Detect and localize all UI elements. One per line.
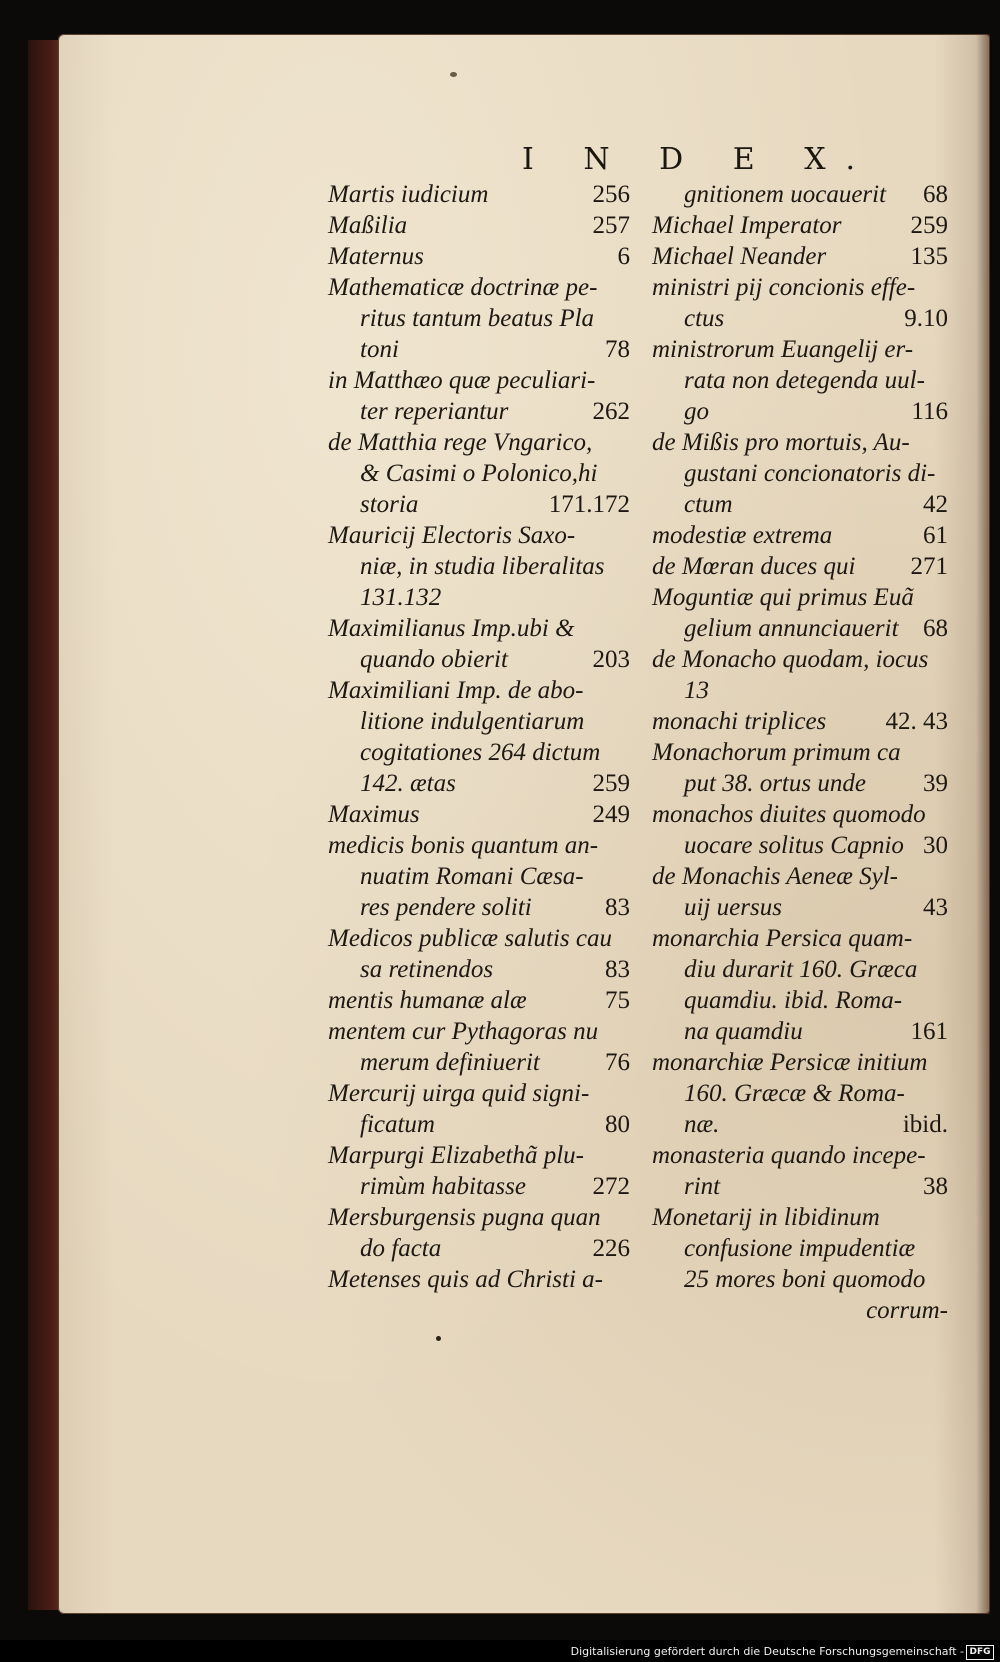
- index-page-number: 203: [592, 646, 630, 673]
- footer-credit: Digitalisierung gefördert durch die Deutsche Forschungsgemeinschaft -: [570, 1645, 964, 1658]
- index-page-number: 42: [923, 491, 948, 518]
- index-entry-line: [328, 458, 630, 489]
- index-entry-line: [652, 489, 948, 520]
- index-entry-line: [328, 241, 630, 272]
- index-entry-line: [652, 582, 948, 613]
- index-entry-line: [328, 1016, 630, 1047]
- index-entry-line: [328, 582, 630, 613]
- index-page-number: 259: [592, 770, 630, 797]
- index-entry-text: gnitionem uocauerit: [684, 181, 887, 208]
- index-page-number: 61: [923, 522, 948, 549]
- index-entry-line: [652, 706, 948, 737]
- index-entry-text: Moguntiæ qui primus Euã: [652, 584, 914, 611]
- index-entry-line: [652, 985, 948, 1016]
- index-entry-text: sa retinendos: [360, 956, 494, 983]
- index-entry-line: [328, 489, 630, 520]
- index-entry-line: [652, 334, 948, 365]
- index-entry-text: in Matthæo quæ peculiari-: [328, 367, 596, 394]
- index-entry-line: [328, 1078, 630, 1109]
- index-page-number: 6: [617, 243, 630, 270]
- index-entry-text: Maximilianus Imp.ubi &: [328, 615, 575, 642]
- index-page-number: 42. 43: [885, 708, 948, 735]
- index-entry-text: Mercurij uirga quid signi-: [328, 1080, 590, 1107]
- index-entry-line: [652, 613, 948, 644]
- index-page-number: 249: [592, 801, 630, 828]
- index-entry-text: Marpurgi Elizabethã plu-: [328, 1142, 585, 1169]
- index-entry-text: put 38. ortus unde: [684, 770, 866, 797]
- index-page-number: 43: [923, 894, 948, 921]
- index-entry-line: [328, 1233, 630, 1264]
- index-page-number: 262: [592, 398, 630, 425]
- index-entry-text: Mathematicæ doctrinæ pe-: [328, 274, 598, 301]
- index-entry-text: rimùm habitasse: [360, 1173, 526, 1200]
- index-entry-line: [652, 458, 948, 489]
- index-entry-text: litione indulgentiarum: [360, 708, 585, 735]
- index-entry-text: ministri pij concionis effe-: [652, 274, 916, 301]
- index-entry-text: modestiæ extrema: [652, 522, 833, 549]
- index-entry-text: nuatim Romani Cæsa-: [360, 863, 584, 890]
- index-entry-line: [652, 768, 948, 799]
- index-entry-line: [652, 427, 948, 458]
- index-entry-line: [652, 954, 948, 985]
- index-entry-line: [652, 1233, 948, 1264]
- index-entry-line: [328, 892, 630, 923]
- index-entry-text: Maximiliani Imp. de abo-: [328, 677, 584, 704]
- index-entry-text: rata non detegenda uul-: [684, 367, 925, 394]
- index-entry-line: [652, 272, 948, 303]
- index-entry-text: ctum: [684, 491, 733, 518]
- index-page-number: 226: [592, 1235, 630, 1262]
- index-entry-line: [328, 427, 630, 458]
- index-page-number: 256: [592, 181, 630, 208]
- index-page-number: 257: [592, 212, 630, 239]
- index-entry-line: [328, 210, 630, 241]
- index-page-number: 83: [605, 894, 630, 921]
- index-page-number: 75: [605, 987, 630, 1014]
- index-entry-text: de Matthia rege Vngarico,: [328, 429, 593, 456]
- index-entry-text: diu durarit 160. Græca: [684, 956, 918, 983]
- index-page-number: 161: [910, 1018, 948, 1045]
- index-entry-line: [328, 985, 630, 1016]
- index-entry-text: storia: [360, 491, 419, 518]
- index-page-number: 272: [592, 1173, 630, 1200]
- index-entry-line: [652, 520, 948, 551]
- index-entry-line: [652, 861, 948, 892]
- index-entry-text: & Casimi o Polonico,hi: [360, 460, 598, 487]
- index-entry-text: uij uersus: [684, 894, 782, 921]
- index-entry-line: [328, 737, 630, 768]
- index-page-number: 68: [923, 615, 948, 642]
- index-entry-text: quamdiu. ibid. Roma-: [684, 987, 903, 1014]
- index-entry-line: [328, 334, 630, 365]
- index-entry-text: Maßilia: [328, 212, 408, 239]
- page-gutter-shadow: [976, 34, 990, 1614]
- index-entry-text: merum definiuerit: [360, 1049, 540, 1076]
- index-entry-text: mentis humanæ alæ: [328, 987, 527, 1014]
- index-entry-line: [652, 1171, 948, 1202]
- index-page-number: 30: [923, 832, 948, 859]
- index-entry-text: rint: [684, 1173, 721, 1200]
- index-entry-line: [328, 613, 630, 644]
- index-entry-text: monasteria quando incepe-: [652, 1142, 926, 1169]
- index-entry-line: [328, 1171, 630, 1202]
- index-entry-line: [652, 303, 948, 334]
- index-entry-text: uocare solitus Capnio: [684, 832, 904, 859]
- index-page-number: 171.172: [548, 491, 630, 518]
- index-entry-text: Monetarij in libidinum: [652, 1204, 880, 1231]
- index-entry-line: [328, 644, 630, 675]
- index-entry-text: toni: [360, 336, 399, 363]
- index-column-left: [328, 179, 630, 1295]
- index-entry-line: [652, 675, 948, 706]
- index-entry-text: Monachorum primum ca: [652, 739, 901, 766]
- index-entry-text: do facta: [360, 1235, 442, 1262]
- index-entry-line: [652, 830, 948, 861]
- index-entry-line: [328, 1140, 630, 1171]
- index-page-number: 38: [923, 1173, 948, 1200]
- index-page-number: 271: [910, 553, 948, 580]
- index-page-number: 76: [605, 1049, 630, 1076]
- index-page-number: ibid.: [902, 1111, 948, 1138]
- index-entry-text: mentem cur Pythagoras nu: [328, 1018, 599, 1045]
- index-entry-text: næ.: [684, 1111, 720, 1138]
- dfg-logo-icon: DFG: [966, 1645, 994, 1660]
- index-entry-line: [652, 551, 948, 582]
- ink-mark: [450, 72, 457, 77]
- index-entry-text: Mauricij Electoris Saxo-: [328, 522, 576, 549]
- index-entry-text: Michael Neander: [652, 243, 827, 270]
- index-entry-text: quando obierit: [360, 646, 508, 673]
- index-page-number: 39: [923, 770, 948, 797]
- index-entry-line: [328, 954, 630, 985]
- index-entry-line: [328, 1109, 630, 1140]
- index-entry-line: [328, 272, 630, 303]
- index-entry-text: de Monachis Aeneæ Syl-: [652, 863, 898, 890]
- index-entry-line: [652, 1078, 948, 1109]
- index-entry-text: na quamdiu: [684, 1018, 803, 1045]
- index-entry-text: Maximus: [328, 801, 420, 828]
- index-entry-text: monachi triplices: [652, 708, 827, 735]
- index-page-number: 80: [605, 1111, 630, 1138]
- index-entry-line: [328, 396, 630, 427]
- index-entry-line: [652, 210, 948, 241]
- index-entry-line: [652, 1016, 948, 1047]
- index-entry-line: [328, 520, 630, 551]
- index-entry-line: [328, 303, 630, 334]
- index-entry-text: de Monacho quodam, iocus: [652, 646, 929, 673]
- index-entry-text: Mersburgensis pugna quan: [328, 1204, 601, 1231]
- index-entry-text: medicis bonis quantum an-: [328, 832, 599, 859]
- index-entry-line: [328, 1264, 630, 1295]
- index-entry-line: [328, 365, 630, 396]
- index-column-right: [652, 179, 948, 1326]
- index-entry-line: [652, 1047, 948, 1078]
- index-entry-line: [328, 1202, 630, 1233]
- index-entry-text: monarchia Persica quam-: [652, 925, 913, 952]
- index-entry-text: 131.132: [360, 584, 442, 611]
- index-entry-line: [652, 365, 948, 396]
- index-entry-text: de Mœran duces qui: [652, 553, 856, 580]
- index-entry-line: [652, 892, 948, 923]
- index-entry-text: cogitationes 264 dictum: [360, 739, 601, 766]
- index-entry-text: monachos diuites quomodo: [652, 801, 926, 828]
- index-entry-line: [652, 923, 948, 954]
- index-entry-text: Medicos publicæ salutis cau: [328, 925, 612, 952]
- index-entry-text: res pendere soliti: [360, 894, 532, 921]
- index-entry-text: Michael Imperator: [652, 212, 842, 239]
- index-entry-text: 25 mores boni quomodo: [684, 1266, 926, 1293]
- index-entry-line: [328, 861, 630, 892]
- index-entry-line: [328, 768, 630, 799]
- index-entry-line: [328, 706, 630, 737]
- index-entry-line: [652, 1109, 948, 1140]
- index-entry-text: Martis iudicium: [328, 181, 489, 208]
- index-page-number: 68: [923, 181, 948, 208]
- index-entry-line: [652, 1295, 948, 1326]
- index-entry-line: [328, 1047, 630, 1078]
- index-entry-text: niæ, in studia liberalitas: [360, 553, 605, 580]
- index-page-number: 9.10: [904, 305, 948, 332]
- index-entry-text: de Mißis pro mortuis, Au-: [652, 429, 910, 456]
- index-entry-line: [328, 675, 630, 706]
- index-entry-line: [652, 396, 948, 427]
- index-entry-text: ministrorum Euangelij er-: [652, 336, 914, 363]
- index-entry-text: 13: [684, 677, 709, 704]
- index-entry-text: Maternus: [328, 243, 424, 270]
- page-heading: I N D E X.: [522, 142, 876, 177]
- index-entry-text: go: [684, 398, 709, 425]
- index-page-number: 78: [605, 336, 630, 363]
- index-entry-line: [328, 179, 630, 210]
- index-entry-text: Metenses quis ad Christi a-: [328, 1266, 603, 1293]
- index-entry-line: [652, 1264, 948, 1295]
- index-entry-text: ctus: [684, 305, 725, 332]
- index-entry-text: 160. Græcæ & Roma-: [684, 1080, 905, 1107]
- index-entry-line: [652, 737, 948, 768]
- index-entry-line: [328, 923, 630, 954]
- index-entry-text: confusione impudentiæ: [684, 1235, 916, 1262]
- ink-mark: [436, 1336, 441, 1341]
- index-entry-line: [328, 830, 630, 861]
- index-entry-text: ter reperiantur: [360, 398, 509, 425]
- index-entry-line: [328, 799, 630, 830]
- index-entry-text: 142. ætas: [360, 770, 456, 797]
- index-entry-line: [328, 551, 630, 582]
- index-entry-line: [652, 179, 948, 210]
- index-entry-text: gelium annunciauerit: [684, 615, 899, 642]
- index-page-number: 135: [910, 243, 948, 270]
- index-entry-text: corrum-: [866, 1297, 948, 1324]
- index-entry-line: [652, 1140, 948, 1171]
- index-entry-text: ficatum: [360, 1111, 435, 1138]
- index-entry-text: gustani concionatoris di-: [684, 460, 936, 487]
- index-entry-line: [652, 644, 948, 675]
- index-entry-text: ritus tantum beatus Pla: [360, 305, 595, 332]
- index-entry-text: monarchiæ Persicæ initium: [652, 1049, 928, 1076]
- index-page-number: 116: [911, 398, 948, 425]
- index-page-number: 259: [910, 212, 948, 239]
- index-entry-line: [652, 241, 948, 272]
- index-entry-line: [652, 1202, 948, 1233]
- index-page-number: 83: [605, 956, 630, 983]
- index-entry-line: [652, 799, 948, 830]
